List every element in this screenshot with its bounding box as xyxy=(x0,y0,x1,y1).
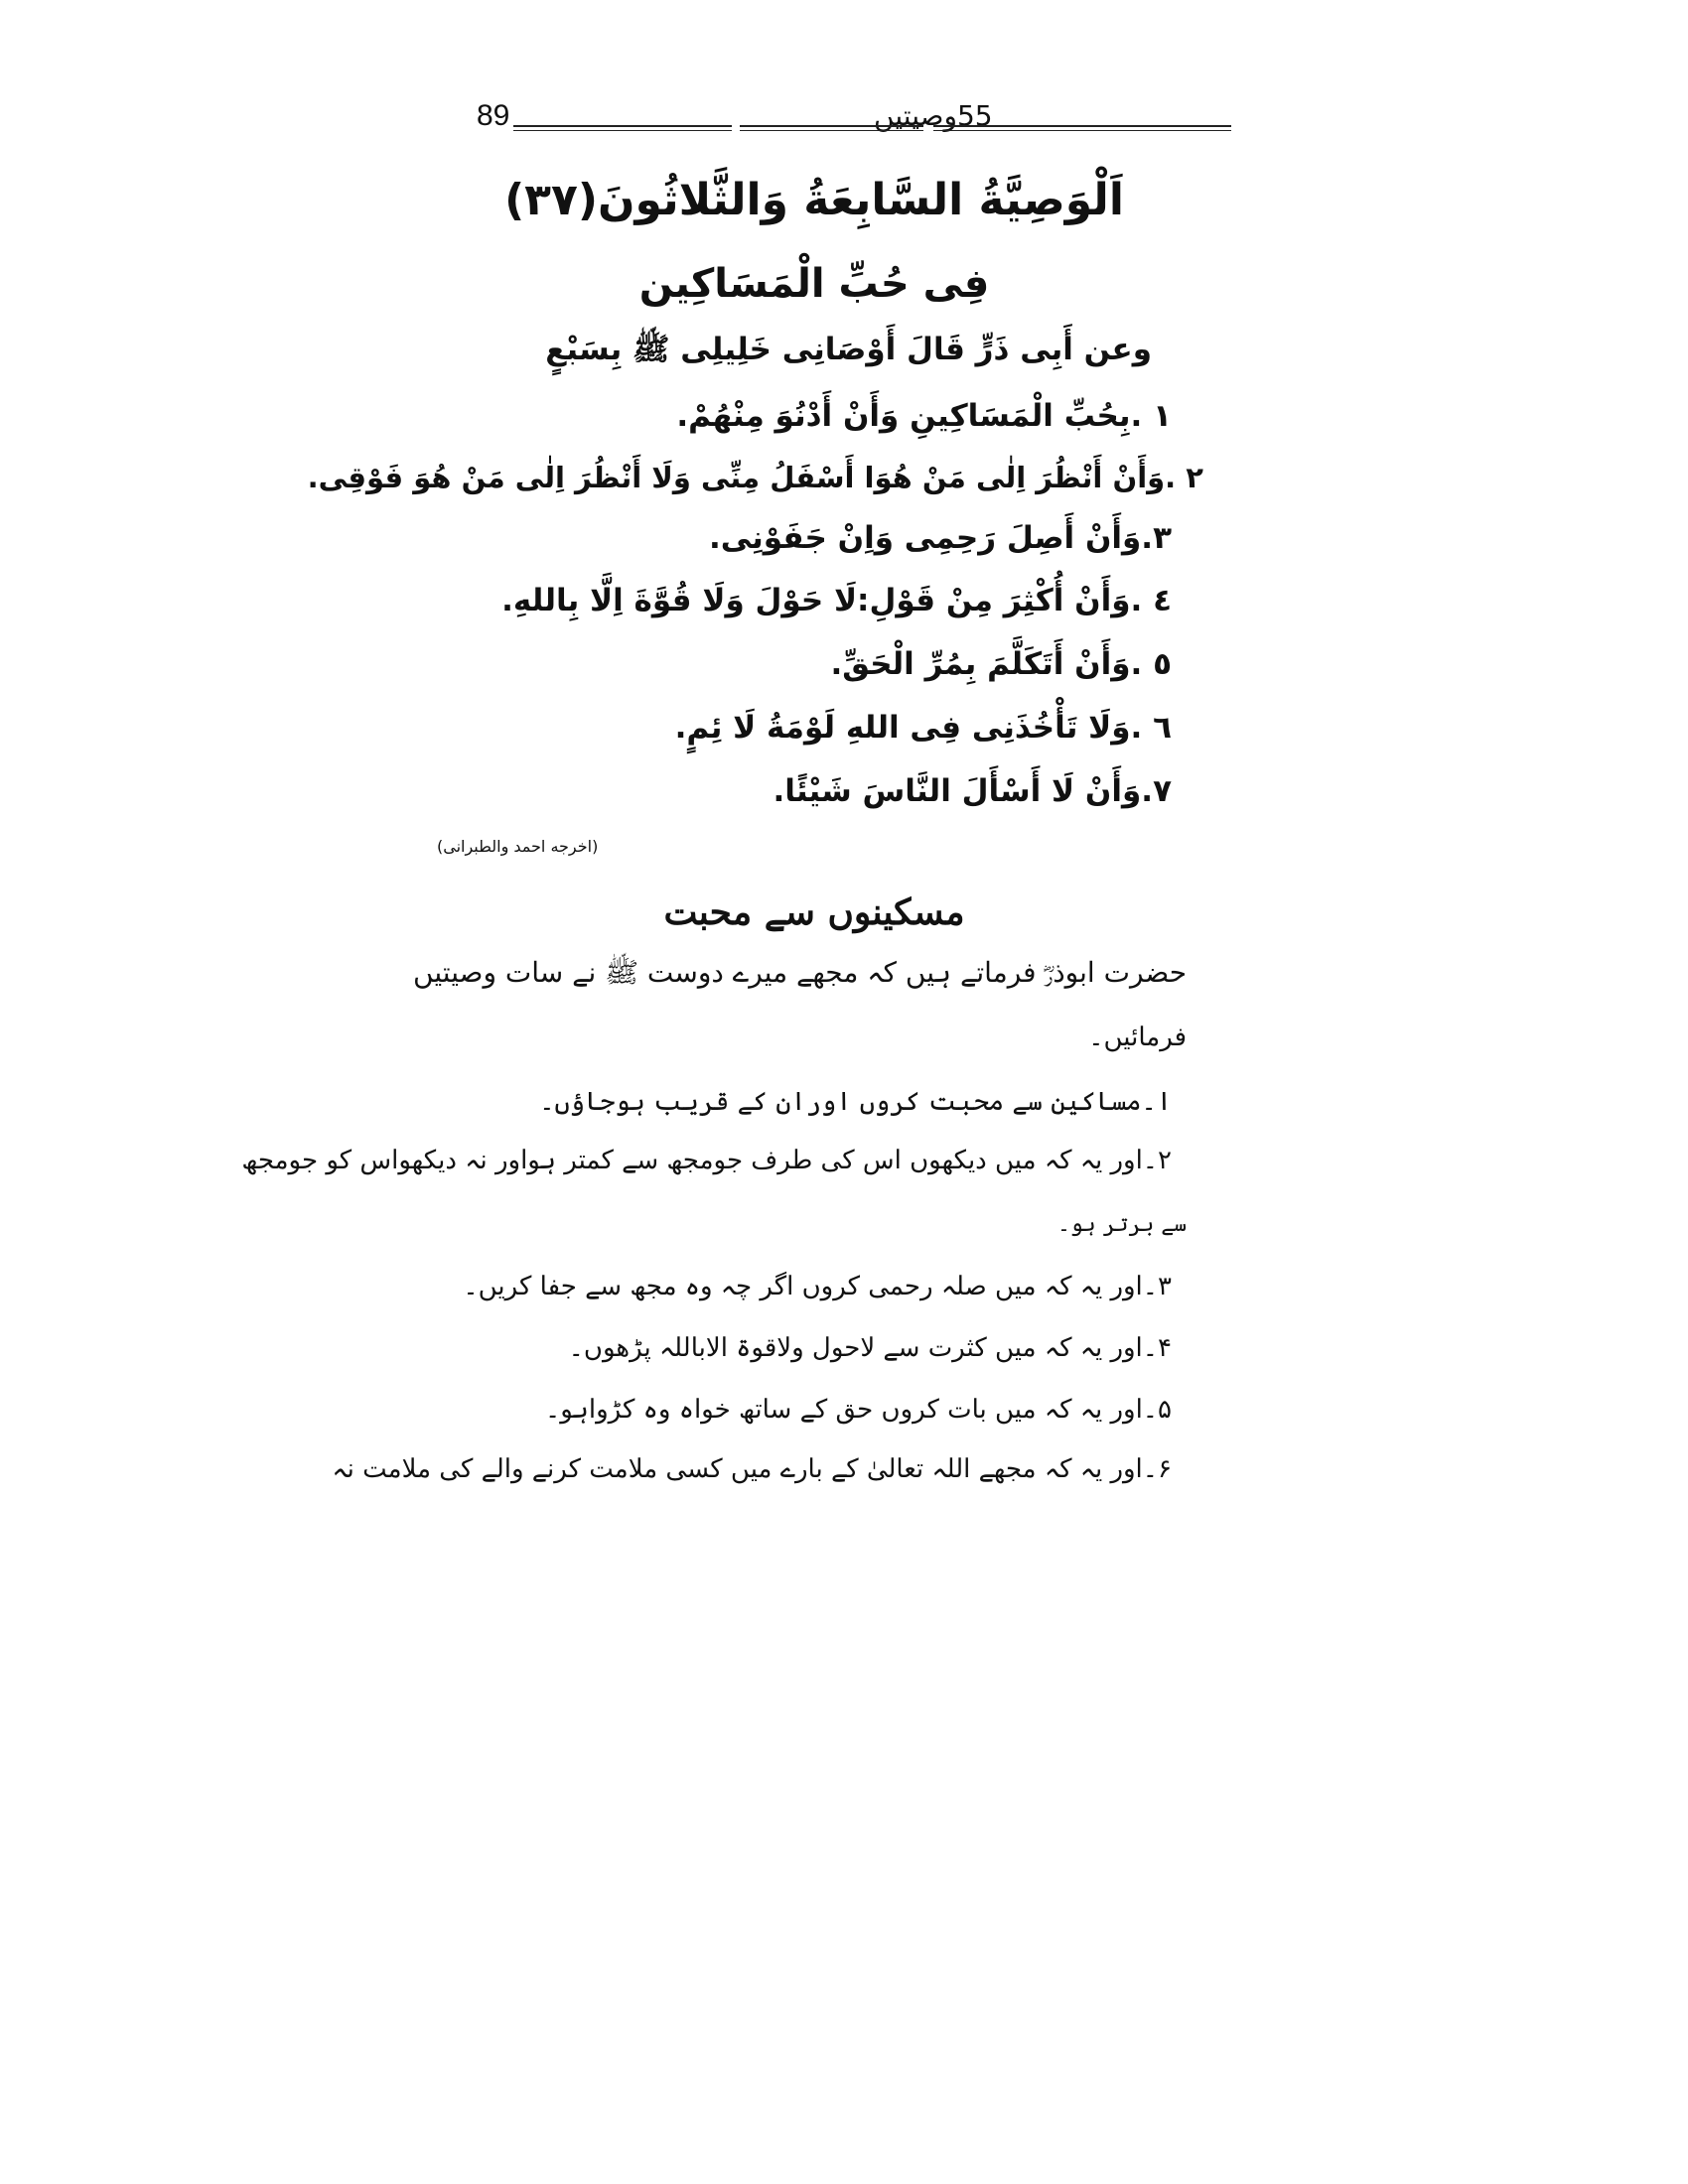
header-rule-middle xyxy=(740,125,923,131)
urdu-intro-line-2: فرمائیں۔ xyxy=(1088,1023,1187,1052)
arabic-point-6: ٦ .وَلَا تَأْخُذَنِى فِى اللهِ لَوْمَةُ لَا ئِمٍ. xyxy=(674,710,1172,746)
book-title: 55وصیتیں xyxy=(874,99,993,132)
arabic-point-2: ٢ .وَأَنْ أَنْظُرَ اِلٰى مَنْ هُوَا أَسْفَلُ مِنِّى وَلَا أَنْظُرَ اِلٰى مَنْ هُوَ فَوْقِى. xyxy=(307,461,1203,494)
urdu-point-6: ۶۔اور یہ کہ مجھے اللہ تعالیٰ کے بارے میں کسی ملامت کرنے والے کی ملامت نہ xyxy=(332,1454,1172,1484)
arabic-title: اَلْوَصِيَّةُ السَّابِعَةُ وَالثَّلاثُونَ(٣٧) xyxy=(504,175,1124,225)
urdu-title: مسکینوں سے محبت xyxy=(663,891,965,933)
urdu-point-2-continued: سے برتر ہو۔ xyxy=(1056,1212,1187,1237)
arabic-point-1: ١ .بِحُبِّ الْمَسَاكِينِ وَأَنْ أَدْنُوَ مِنْهُمْ. xyxy=(676,398,1172,434)
urdu-point-1: ا۔مساکین سے محبت کروں اوران کے قریب ہوجاؤں۔ xyxy=(539,1087,1172,1117)
urdu-point-4: ۴۔اور یہ کہ میں کثرت سے لاحول ولاقوۃ الاباللہ پڑھوں۔ xyxy=(568,1333,1172,1363)
hadith-reference: (اخرجه احمد والطبرانی) xyxy=(437,837,599,856)
urdu-intro-line-1: حضرت ابوذرؓ فرماتے ہیں کہ مجھے میرے دوست ﷺ نے سات وصیتیں xyxy=(413,956,1187,989)
arabic-point-3: ٣.وَأَنْ أَصِلَ رَحِمِى وَاِنْ جَفَوْنِى. xyxy=(708,520,1172,556)
arabic-point-7: ٧.وَأَنْ لَا أَسْأَلَ النَّاسَ شَيْئًا. xyxy=(773,773,1172,809)
arabic-point-4: ٤ .وَأَنْ أُكْثِرَ مِنْ قَوْلِ:لَا حَوْلَ وَلَا قُوَّةَ اِلَّا بِاللهِ. xyxy=(501,583,1172,618)
header-rule-left xyxy=(513,125,732,131)
arabic-point-5: ٥ .وَأَنْ أَتَكَلَّمَ بِمُرِّ الْحَقِّ. xyxy=(830,646,1172,682)
urdu-point-2: ۲۔اور یہ کہ میں دیکھوں اس کی طرف جومجھ سے کمتر ہواور نہ دیکھواس کو جومجھ xyxy=(241,1146,1172,1175)
page-number: 89 xyxy=(477,99,510,132)
arabic-subtitle: فِى حُبِّ الْمَسَاكِين xyxy=(638,261,990,307)
header-rule-right xyxy=(933,125,1231,131)
arabic-intro: وعن أَبِى ذَرٍّ قَالَ أَوْصَانِى خَلِيلِى ﷺ بِسَبْعٍ xyxy=(545,332,1152,367)
urdu-point-5: ۵۔اور یہ کہ میں بات کروں حق کے ساتھ خواہ وہ کڑواہو۔ xyxy=(545,1395,1172,1425)
urdu-point-3: ۳۔اور یہ کہ میں صلہ رحمی کروں اگر چہ وہ مجھ سے جفا کریں۔ xyxy=(463,1272,1172,1301)
page-header xyxy=(467,99,1231,139)
